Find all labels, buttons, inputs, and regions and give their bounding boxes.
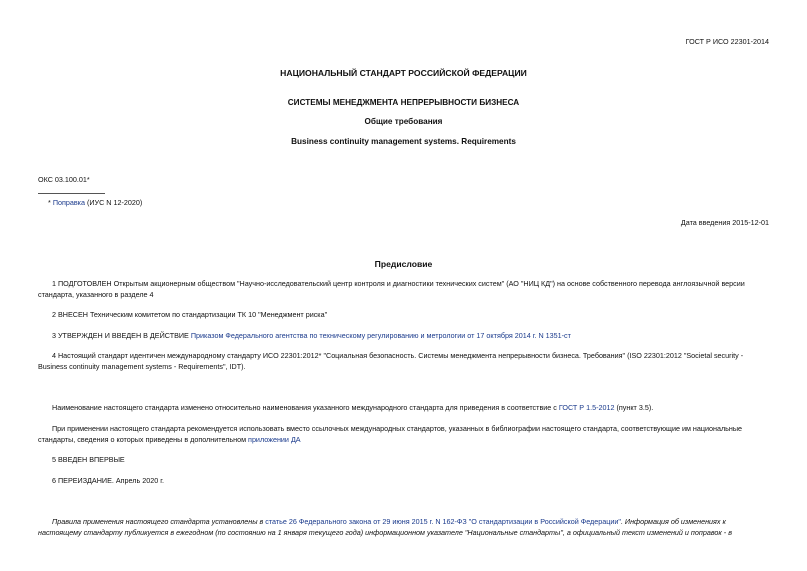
paragraph-4-line-2: Business continuity management systems - Requirements", IDT). bbox=[38, 362, 246, 371]
standard-type-heading: НАЦИОНАЛЬНЫЙ СТАНДАРТ РОССИЙСКОЙ ФЕДЕРАЦИИ bbox=[280, 68, 527, 78]
paragraph-9-text-a: Правила применения настоящего стандарта установлены в bbox=[52, 517, 266, 526]
federal-law-link[interactable]: статье 26 Федерального закона от 29 июня 2015 г. N 162-ФЗ "О стандартизации в Российской Федерации" bbox=[265, 517, 621, 526]
footnote bbox=[48, 198, 142, 207]
paragraph-9-line-2: настоящему стандарту публикуется в ежегодном (по состоянию на 1 января текущего года) информационном указателе "Национальные стандарты", а официальный текст изменений и поправок - в bbox=[38, 528, 732, 537]
paragraph-9-text-b: . Информация об изменениях к bbox=[620, 517, 726, 526]
paragraph-9-line-1 bbox=[52, 517, 770, 526]
paragraph-3-text: 3 УТВЕРЖДЕН И ВВЕДЕН В ДЕЙСТВИЕ bbox=[52, 331, 191, 340]
paragraph-3 bbox=[52, 331, 571, 340]
preface-heading: Предисловие bbox=[374, 259, 433, 269]
paragraph-1-line-2: стандарта, указанного в разделе 4 bbox=[38, 290, 154, 299]
subtitle-ru: Общие требования bbox=[364, 117, 443, 126]
paragraph-2: 2 ВНЕСЕН Техническим комитетом по стандартизации ТК 10 "Менеджмент риска" bbox=[52, 310, 328, 319]
paragraph-8: 6 ПЕРЕИЗДАНИЕ. Апрель 2020 г. bbox=[52, 476, 164, 485]
paragraph-6-line-2 bbox=[38, 435, 301, 444]
footnote-divider bbox=[38, 193, 105, 194]
appendix-link[interactable]: приложении ДА bbox=[248, 435, 301, 444]
paragraph-5-text: Наименование настоящего стандарта изменено относительно наименования указанного международного стандарта для приведения в соответствие с bbox=[52, 403, 559, 412]
paragraph-7: 5 ВВЕДЕН ВПЕРВЫЕ bbox=[52, 455, 125, 464]
order-link[interactable]: Приказом Федерального агентства по техническому регулированию и метрологии от 17 октября 2014 г. N 1351-ст bbox=[190, 331, 571, 340]
footnote-rest: (ИУС N 12-2020) bbox=[84, 198, 143, 207]
paragraph-6-line-1: При применении настоящего стандарта рекомендуется использовать вместо ссылочных международных стандартов, указанных в библиографии настоящего стандарта, соответствующие им национальные bbox=[52, 424, 743, 433]
paragraph-5-rest: (пункт 3.5). bbox=[614, 403, 654, 412]
title-en: Business continuity management systems. Requirements bbox=[291, 137, 516, 146]
paragraph-6-line-2-text: стандарты, сведения о которых приведены в дополнительном bbox=[38, 435, 249, 444]
footnote-star: * bbox=[48, 198, 51, 207]
paragraph-1-line-1: 1 ПОДГОТОВЛЕН Открытым акционерным обществом "Научно-исследовательский центр контроля и диагностики технических систем" (АО "НИЦ КД") на основе собственного перевода англоязычной версии bbox=[52, 279, 745, 288]
document-id: ГОСТ Р ИСО 22301-2014 bbox=[685, 37, 769, 46]
paragraph-4-line-1: 4 Настоящий стандарт идентичен международному стандарту ИСО 22301:2012* "Социальная безопасность. Системы менеджмента непрерывности бизнеса. Требования" (ISO 22301:2012 "Societal security - bbox=[52, 351, 744, 360]
amendment-link[interactable]: Поправка bbox=[52, 198, 85, 207]
gost-link[interactable]: ГОСТ Р 1.5-2012 bbox=[558, 403, 615, 412]
title-ru: СИСТЕМЫ МЕНЕДЖМЕНТА НЕПРЕРЫВНОСТИ БИЗНЕСА bbox=[287, 98, 520, 107]
oks-code: ОКС 03.100.01* bbox=[38, 175, 90, 184]
intro-date: Дата введения 2015-12-01 bbox=[680, 218, 769, 227]
paragraph-5 bbox=[52, 403, 653, 412]
